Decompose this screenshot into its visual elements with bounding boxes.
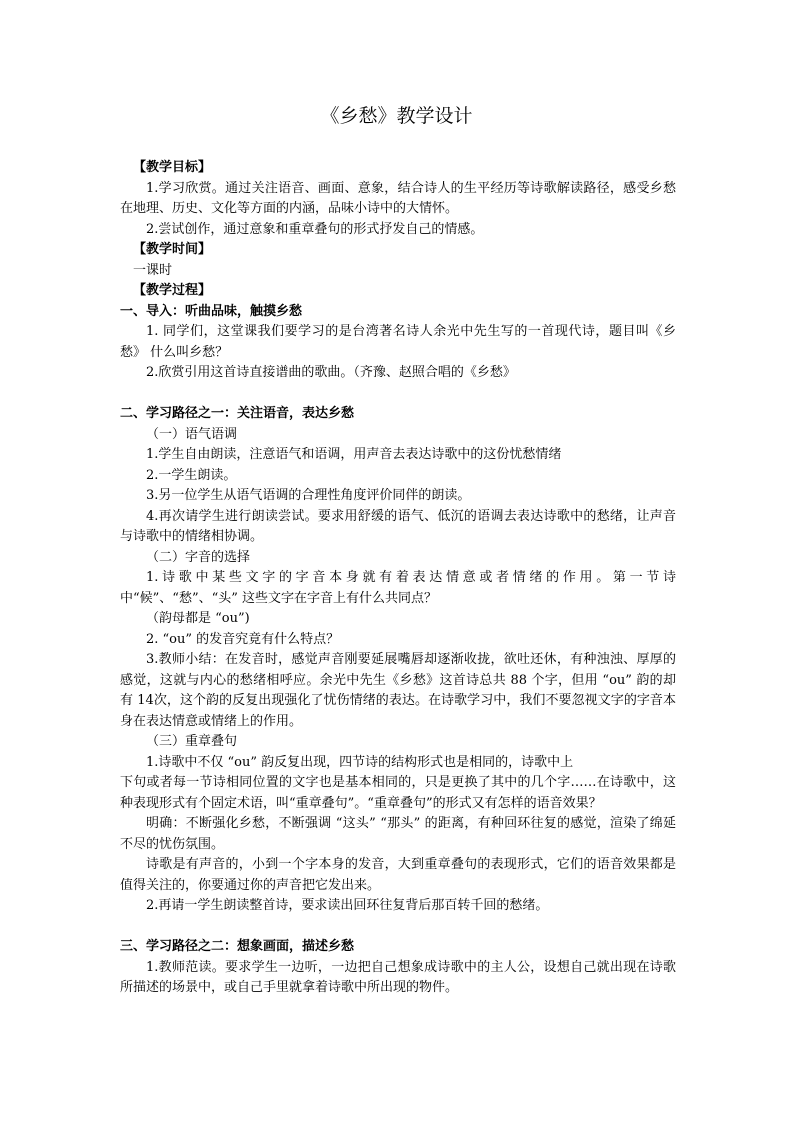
repetition-item-1-cont: 下句或者每一节诗相同位置的文字也是基本相同的，只是更换了其中的几个字……在诗歌中，这种表现形式有个固定术语，叫“重章叠句”。“重章叠句”的形式又有怎样的语音效果？ — [120, 775, 676, 811]
label-teaching-process: 【教学过程】 — [133, 283, 212, 298]
sound-item-3: 3.教师小结：在发音时，感觉声音刚要延展嘴唇却逐渐收拢，欲吐还休，有种浊浊、厚厚的感觉，这就与内心的愁绪相呼应。余光中先生《乡愁》这首诗总共 88 个字，但用 “ou” 韵的却有 14次，这个韵的反复出现强化了忧伤情绪的表达。在诗歌学习中，我们不要忽视文字的字音本身在表达情意或情绪上的作用。 — [120, 652, 676, 729]
section-1-item-2: 2.欣赏引用这首诗直接谱曲的歌曲。（齐豫、赵照合唱的《乡愁》 — [146, 365, 516, 380]
subsection-repetition: （三）重章叠句 — [146, 734, 238, 749]
blank-line — [120, 384, 676, 405]
sound-answer: （韵母都是 “ou”) — [146, 611, 250, 626]
repetition-summary: 诗歌是有声音的，小到一个字本身的发音，大到重章叠句的表现形式，它们的语音效果都是值得关注的，你要通过你的声音把它发出来。 — [120, 857, 676, 893]
repetition-clarify: 明确：不断强化乡愁，不断强调 “这头” “那头” 的距离，有种回环往复的感觉，渲染了绵延不尽的忧伤氛围。 — [120, 816, 676, 852]
tone-item-1: 1.学生自由朗读，注意语气和语调，用声音去表达诗歌中的这份忧愁情绪 — [146, 447, 562, 462]
sound-item-2: 2. “ou” 的发音究竟有什么特点？ — [146, 631, 340, 647]
tone-item-2: 2.一学生朗读。 — [146, 467, 237, 483]
page-title: 《乡愁》教学设计 — [320, 105, 473, 127]
label-teaching-time: 【教学时间】 — [133, 242, 212, 257]
document-body — [120, 158, 676, 999]
repetition-item-2: 2.再请一学生朗读整首诗，要求读出回环往复背后那百转千回的愁绪。 — [146, 898, 549, 913]
section-3-heading: 三、学习路径之二：想象画面，描述乡愁 — [120, 939, 355, 954]
repetition-item-1: 1.诗歌中不仅 “ou” 韵反复出现，四节诗的结构形式也是相同的，诗歌中上 — [146, 754, 574, 770]
section-3-item-1: 1.教师范读。要求学生一边听，一边把自己想象成诗歌中的主人公，设想自己就出现在诗歌所描述的场景中，或自己手里就拿着诗歌中所出现的物件。 — [120, 959, 676, 995]
tone-item-4: 4.再次请学生进行朗读尝试。要求用舒缓的语气、低沉的语调去表达诗歌中的愁绪，让声音与诗歌中的情绪相协调。 — [120, 508, 676, 544]
teaching-time-value: 一课时 — [133, 262, 173, 278]
tone-item-3: 3.另一位学生从语气语调的合理性角度评价同伴的朗读。 — [146, 488, 471, 503]
section-1-item-1: 1. 同学们，这堂课我们要学习的是台湾著名诗人余光中先生写的一首现代诗，题目叫《乡愁》 什么叫乡愁？ — [120, 324, 676, 360]
section-2-heading: 二、学习路径之一：关注语音，表达乡愁 — [120, 406, 355, 421]
blank-line — [120, 917, 676, 938]
subsection-tone: （一）语气语调 — [146, 426, 238, 442]
label-teaching-goals: 【教学目标】 — [133, 160, 212, 175]
section-1-heading: 一、导入：听曲品味，触摸乡愁 — [120, 303, 303, 319]
goal-1: 1.学习欣赏。通过关注语音、画面、意象，结合诗人的生平经历等诗歌解读路径，感受乡愁在地理、历史、文化等方面的内涵，品味小诗中的大情怀。 — [120, 180, 676, 216]
sound-item-1: 1.诗歌中某些文字的字音本身就有着表达情意或者情绪的作用。第一节诗中“候”、“愁”、“头” 这些文字在字音上有什么共同点？ — [120, 570, 676, 606]
goal-2: 2.尝试创作，通过意象和重章叠句的形式抒发自己的情感。 — [146, 221, 484, 237]
subsection-sound: （二）字音的选择 — [146, 549, 251, 565]
